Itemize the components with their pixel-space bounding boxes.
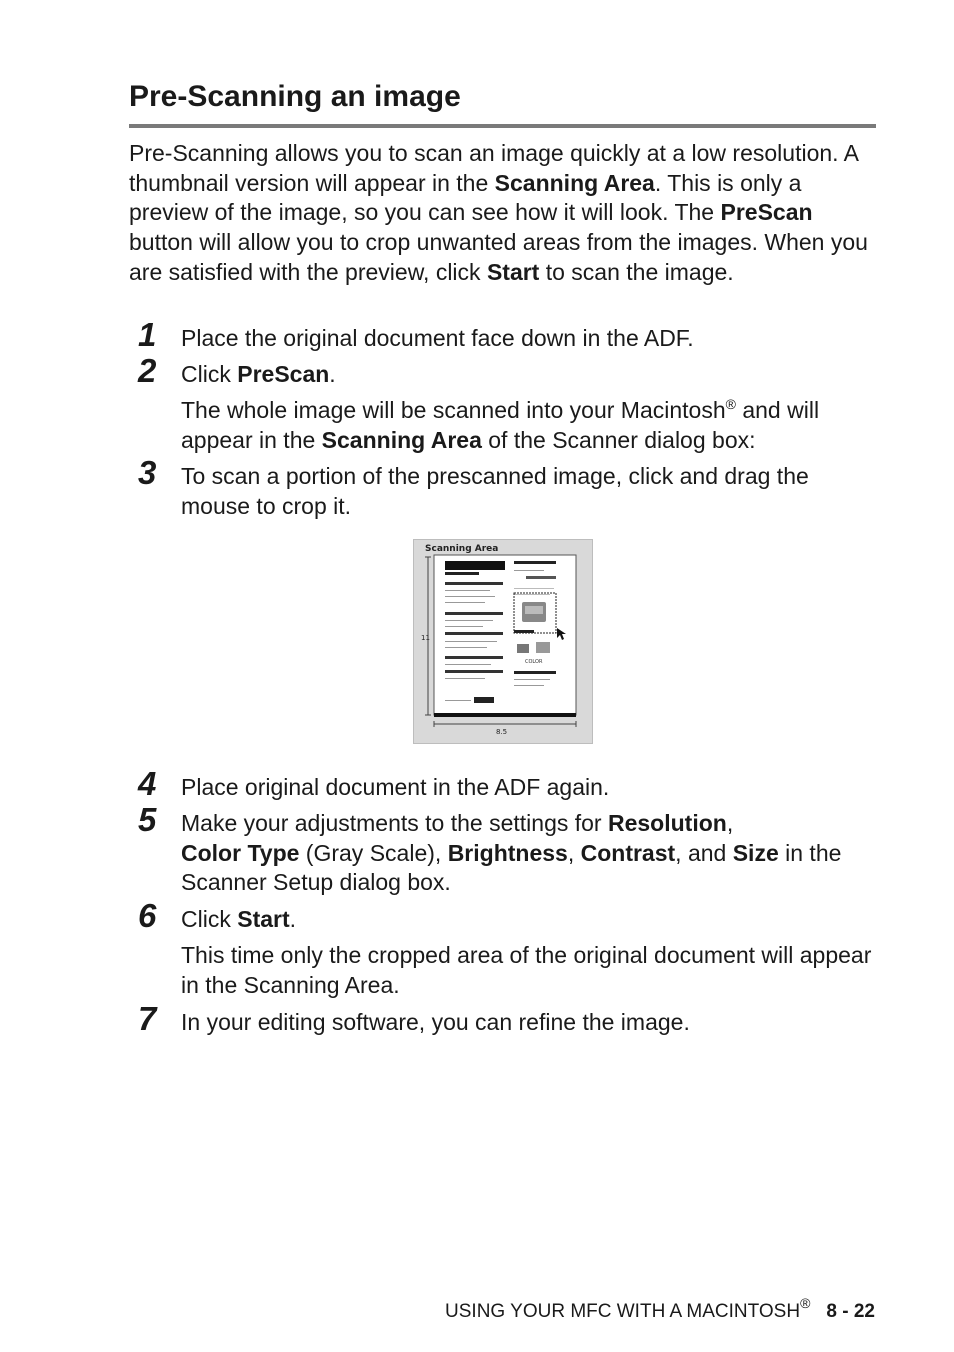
- step-text: [181, 809, 881, 898]
- step-text-part: in the Scanner Setup dialog box.: [181, 839, 842, 896]
- step-number: 7: [138, 1000, 157, 1037]
- intro-text: . This is only a preview of the image, so you can see how it will look. The: [129, 169, 802, 226]
- step-text: Place the original document face down in the ADF.: [181, 325, 694, 351]
- step-number: 5: [138, 801, 157, 838]
- step-number: 4: [138, 765, 157, 802]
- scanning-area-figure: [413, 539, 593, 744]
- step-text: Place original document in the ADF again.: [181, 774, 610, 800]
- registered-mark: ®: [800, 1295, 811, 1311]
- step-text-part: Click: [181, 906, 238, 932]
- note-text: of the Scanner dialog box:: [481, 426, 756, 453]
- intro-text: Pre-Scanning allows you to scan an image quickly at a low resolution. A thumbnail version will appear in the: [129, 140, 858, 196]
- note-text: The whole image will be scanned into your Macintosh: [181, 397, 726, 423]
- step-number: 3: [138, 454, 157, 491]
- step-text-part: .: [289, 906, 297, 932]
- step-bold-size: Size: [732, 839, 779, 866]
- step-text-part: ,: [567, 839, 581, 866]
- step-number: 1: [138, 316, 157, 353]
- note-bold-scanning-area: Scanning Area: [321, 426, 482, 453]
- step-bold-brightness: Brightness: [447, 839, 568, 866]
- step-text: In your editing software, you can refine the image.: [181, 1009, 690, 1035]
- intro-bold-start: Start: [486, 258, 540, 285]
- figure-title: Scanning Area: [425, 544, 499, 554]
- step-bold-color-type: Color Type: [181, 839, 300, 866]
- intro-bold-prescan: PreScan: [720, 199, 813, 226]
- note-text: and will appear in the: [181, 397, 820, 453]
- step-text-part: ,: [726, 810, 734, 836]
- step-text-part: Click: [181, 361, 238, 387]
- footer-label: USING YOUR MFC WITH A MACINTOSH: [445, 1301, 801, 1322]
- page-heading: Pre-Scanning an image: [129, 80, 461, 113]
- registered-mark: ®: [725, 396, 736, 412]
- intro-text: button will allow you to crop unwanted areas from the images. When you are satisfied with the preview, click: [129, 229, 868, 285]
- step-bold-contrast: Contrast: [580, 839, 676, 866]
- step-text: [181, 360, 881, 390]
- step-text-part: .: [329, 361, 336, 387]
- height-dimension: 11: [421, 634, 430, 642]
- figure-color-label: COLOR: [525, 659, 543, 665]
- step-note: [181, 396, 881, 455]
- step-note: This time only the cropped area of the original document will appear in the Scanning Area.: [181, 942, 872, 998]
- step-text: [181, 905, 881, 935]
- step-text-part: , and: [675, 839, 733, 866]
- step-number: 6: [138, 897, 157, 934]
- step-bold-resolution: Resolution: [607, 810, 727, 836]
- step-bold-prescan: PreScan: [237, 361, 330, 387]
- step-text-part: Make your adjustments to the settings for: [181, 810, 608, 836]
- intro-paragraph: [129, 139, 876, 288]
- step-number: 2: [138, 352, 157, 389]
- step-bold-start: Start: [237, 906, 290, 932]
- page-number: 8 - 22: [826, 1301, 875, 1322]
- page-footer: [445, 1295, 875, 1323]
- step-text: To scan a portion of the prescanned image, click and drag the mouse to crop it.: [181, 463, 809, 519]
- heading-rule: [129, 124, 876, 128]
- width-dimension: 8.5: [496, 728, 508, 736]
- step-text-part: (Gray Scale),: [299, 839, 448, 866]
- intro-text: to scan the image.: [539, 258, 734, 285]
- intro-bold-scanning-area: Scanning Area: [494, 169, 655, 196]
